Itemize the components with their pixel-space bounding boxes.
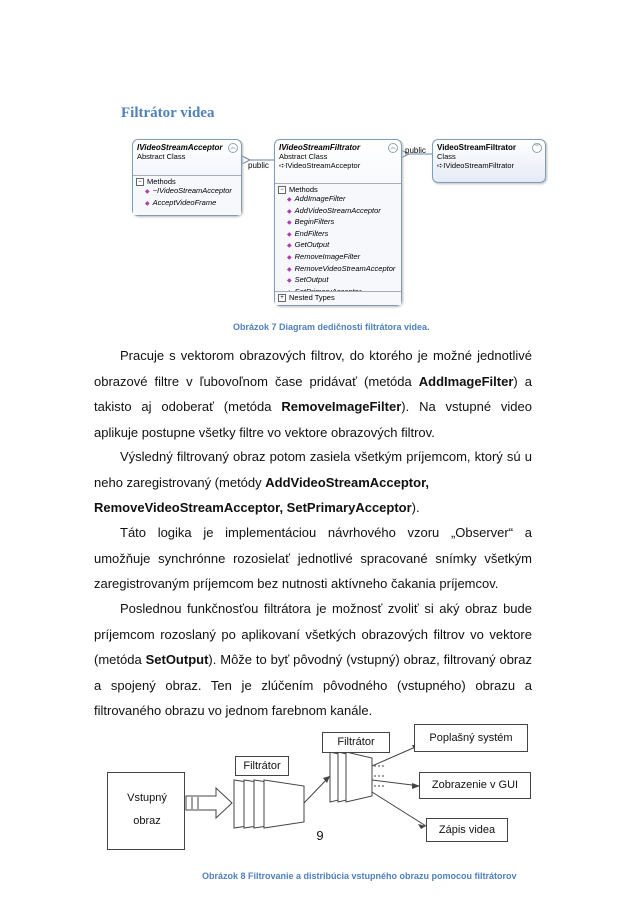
figure-caption: Obrázok 7 Diagram dedičnosti filtrátora videa. xyxy=(233,322,430,332)
method-item: ◆ SetOutput xyxy=(275,275,401,287)
class-parent-name: IVideoStreamAcceptor xyxy=(285,161,361,170)
collapse-section-icon[interactable]: − xyxy=(278,186,286,194)
page-number: 9 xyxy=(316,828,324,843)
text: Pracuje s vektorom obrazových filtrov, do ktorého je možné jednotlivé obrazové filtre v ľubovoľnom čase pridávať (metóda xyxy=(94,348,532,389)
method-name: RemoveImageFilter xyxy=(281,399,402,414)
collapse-section-icon[interactable]: − xyxy=(136,178,144,186)
figure-caption: Obrázok 8 Filtrovanie a distribúcia vstupného obrazu pomocou filtrátorov xyxy=(202,871,517,881)
input-label: Vstupný obraz xyxy=(127,792,167,827)
method-name: AddImageFilter xyxy=(418,373,514,389)
expand-icon[interactable]: ︾ xyxy=(533,145,540,151)
filter-stack-icon xyxy=(330,752,372,802)
method-item: ◆ AcceptVideoFrame xyxy=(133,198,241,210)
method-item: ◆ AddImageFilter xyxy=(275,194,401,206)
collapse-icon[interactable]: ︽ xyxy=(229,145,236,151)
filter-stack-icon xyxy=(234,780,304,828)
class-parent: ➪IVideoStreamAcceptor xyxy=(279,161,361,170)
method-name: AddVideoStreamAcceptor, xyxy=(265,474,430,490)
class-parent-name: IVideoStreamFiltrator xyxy=(443,161,515,170)
method-item: ◆ GetOutput xyxy=(275,240,401,252)
input-box xyxy=(107,772,185,850)
nested-types-label: Nested Types xyxy=(289,293,335,302)
output-record: Zápis videa xyxy=(426,818,508,842)
text: Výsledný filtrovaný obraz potom zasiela všetkým príjemcom, ktorý sú u neho zaregistrovaný (metódy xyxy=(94,449,532,490)
method-item: ◆ RemoveVideoStreamAcceptor xyxy=(275,264,401,276)
text: Poslednou funkčnosťou filtrátora je možnosť zvoliť si aký obraz bude príjemcom rozoslaný po aplikovaní všetkých obrazových filtrov vo vektore (metóda xyxy=(94,601,532,667)
class-title: VideoStreamFiltrator xyxy=(437,143,516,152)
method-item: ◆ RemoveImageFilter xyxy=(275,252,401,264)
text: Táto logika je implementáciou návrhového vzoru „Observer“ a umožňuje synchrónne rozosielať jednotlivé spracované snímky všetkým zaregistrovaným príjemcom bez nutnosti aktívneho čakania príjemcov. xyxy=(94,525,532,591)
output-gui: Zobrazenie v GUI xyxy=(419,772,531,799)
filtrator-label: Filtrátor xyxy=(322,732,390,753)
text: ). Na vstupné video aplikuje postupne všetky filtre vo vektore obrazových filtrov. xyxy=(94,399,532,440)
section-heading: Filtrátor videa xyxy=(121,105,215,121)
class-title: IVideoStreamAcceptor xyxy=(137,143,223,152)
public-label: public xyxy=(248,161,269,170)
methods-label: Methods xyxy=(289,185,318,194)
method-item: ◆ EndFilters xyxy=(275,229,401,241)
method-name: RemoveVideoStreamAcceptor, SetPrimaryAcceptor xyxy=(94,500,412,515)
text: ). Môže to byť pôvodný (vstupný) obraz, filtrovaný obraz a spojený obraz. Ten je zlúčením pôvodného (vstupného) obrazu a filtrovaného obrazu vo jednom farebnom kanále. xyxy=(94,652,532,718)
method-item: ◆ BeginFilters xyxy=(275,217,401,229)
class-title: IVideoStreamFiltrator xyxy=(279,143,361,152)
class-kind: Class xyxy=(437,152,456,161)
output-alarm: Poplašný systém xyxy=(414,724,528,752)
collapse-icon[interactable]: ︽ xyxy=(389,145,396,151)
method-item: ◆ ~IVideoStreamAcceptor xyxy=(133,186,241,198)
class-parent: ➪IVideoStreamFiltrator xyxy=(437,161,515,170)
text: ). xyxy=(411,500,420,515)
methods-label: Methods xyxy=(147,177,176,186)
filtrator-label: Filtrátor xyxy=(235,756,289,776)
class-kind: Abstract Class xyxy=(137,152,186,161)
public-label: public xyxy=(405,146,426,155)
method-item: ◆ AddVideoStreamAcceptor xyxy=(275,206,401,218)
class-kind: Abstract Class xyxy=(279,152,328,161)
text: ) a takisto aj odoberať (metóda xyxy=(94,373,532,414)
expand-section-icon[interactable]: + xyxy=(278,294,286,302)
method-name: SetOutput xyxy=(145,652,209,667)
